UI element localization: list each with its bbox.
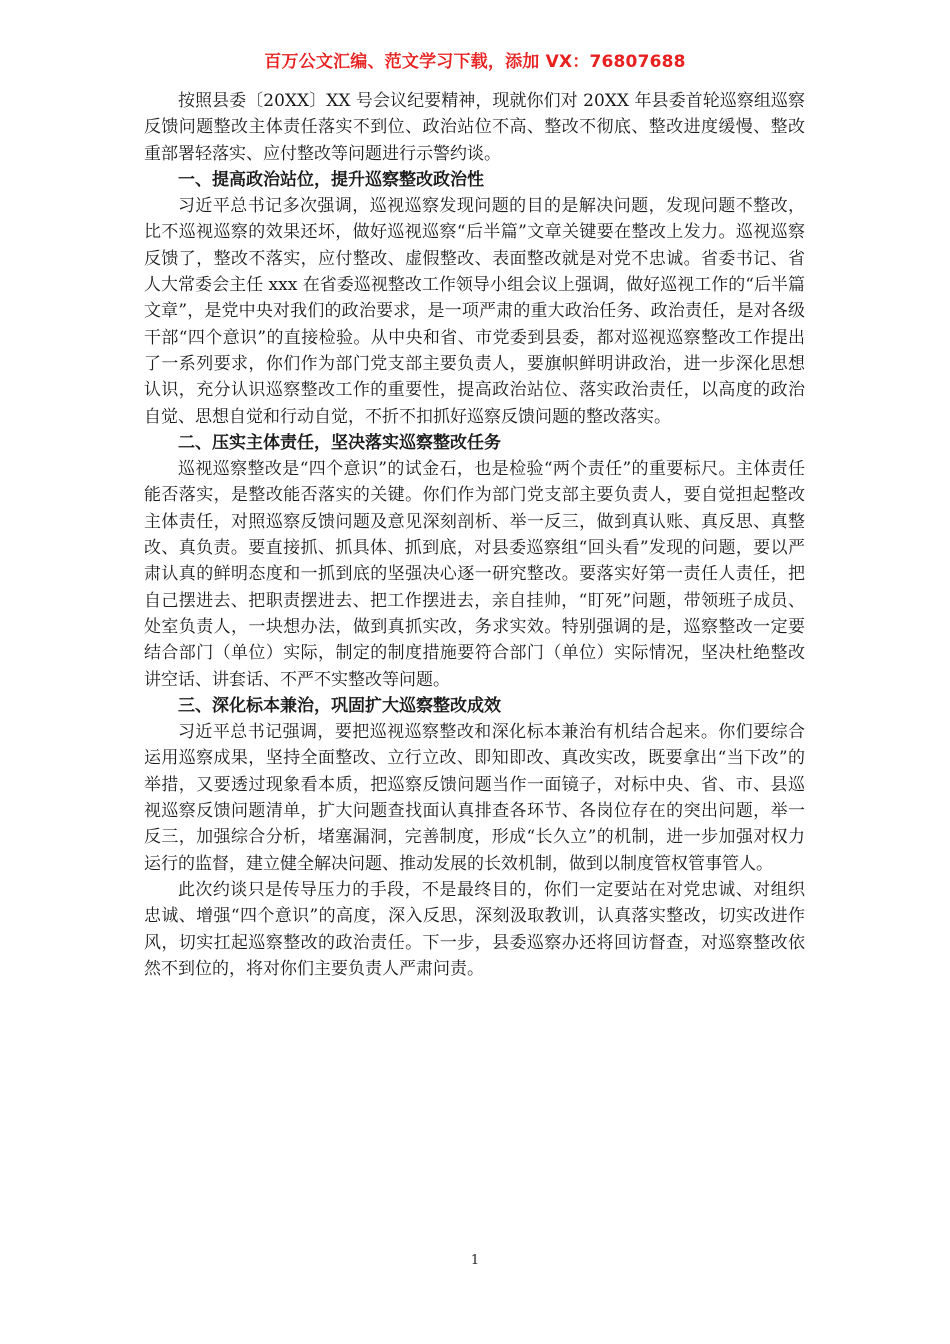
section-1-heading: 一、提高政治站位，提升巡察整改政治性 — [178, 169, 484, 190]
closing-paragraph: 此次约谈只是传导压力的手段，不是最终目的，你们一定要站在对党忠诚、对组织忠诚、增强“四个意识”的高度，深入反思，深刻汲取教训，认真落实整改，切实改进作风，切实扛起巡察整改的政治责任。下一步，县委巡察办还将回访督查，对巡察整改依然不到位的，将对你们主要负责人严肃问责。 — [144, 879, 805, 979]
page-number: 1 — [470, 1253, 480, 1268]
document-body — [144, 88, 805, 982]
intro-paragraph: 按照县委〔20XX〕XX 号会议纪要精神，现就你们对 20XX 年县委首轮巡察组巡察反馈问题整改主体责任落实不到位、政治站位不高、整改不彻底、整改进度缓慢、整改重部署轻落实、应付整改等问题进行示警约谈。 — [144, 91, 805, 164]
section-3-heading: 三、深化标本兼治，巩固扩大巡察整改成效 — [178, 695, 501, 716]
section-2-heading: 二、压实主体责任，坚决落实巡察整改任务 — [178, 432, 501, 453]
section-3-paragraph: 习近平总书记强调，要把巡视巡察整改和深化标本兼治有机结合起来。你们要综合运用巡察成果，坚持全面整改、立行立改、即知即改、真改实改，既要拿出“当下改”的举措，又要透过现象看本质，把巡察反馈问题当作一面镜子，对标中央、省、市、县巡视巡察反馈问题清单，扩大问题查找面认真排查各环节、各岗位存在的突出问题，举一反三，加强综合分析，堵塞漏洞，完善制度，形成“长久立”的机制，进一步加强对权力运行的监督，建立健全解决问题、推动发展的长效机制，做到以制度管权管事管人。 — [144, 722, 805, 874]
section-2-paragraph: 巡视巡察整改是“四个意识”的试金石，也是检验“两个责任”的重要标尺。主体责任能否落实，是整改能否落实的关键。你们作为部门党支部主要负责人，要自觉担起整改主体责任，对照巡察反馈问题及意见深刻剖析、举一反三，做到真认账、真反思、真整改、真负责。要直接抓、抓具体、抓到底，对县委巡察组“回头看”发现的问题，要以严肃认真的鲜明态度和一抓到底的坚强决心逐一研究整改。要落实好第一责任人责任，把自己摆进去、把职责摆进去、把工作摆进去，亲自挂帅，“盯死”问题，带领班子成员、处室负责人，一块想办法，做到真抓实改，务求实效。特别强调的是，巡察整改一定要结合部门（单位）实际，制定的制度措施要符合部门（单位）实际情况，坚决杜绝整改讲空话、讲套话、不严不实整改等问题。 — [144, 459, 805, 690]
header-banner: 百万公文汇编、范文学习下载，添加 VX：76807688 — [264, 52, 686, 72]
section-1-paragraph: 习近平总书记多次强调，巡视巡察发现问题的目的是解决问题，发现问题不整改，比不巡视巡察的效果还坏，做好巡视巡察“后半篇”文章关键要在整改上发力。巡视巡察反馈了，整改不落实，应付整改、虚假整改、表面整改就是对党不忠诚。省委书记、省人大常委会主任 xxx 在省委巡视整改工作领导小组会议上强调，做好巡视工作的“后半篇文章”，是党中央对我们的政治要求，是一项严肃的重大政治任务、政治责任，是对各级干部“四个意识”的直接检验。从中央和省、市党委到县委，都对巡视巡察整改工作提出了一系列要求，你们作为部门党支部主要负责人，要旗帜鲜明讲政治，进一步深化思想认识，充分认识巡察整改工作的重要性，提高政治站位、落实政治责任，以高度的政治自觉、思想自觉和行动自觉，不折不扣抓好巡察反馈问题的整改落实。 — [144, 196, 805, 427]
